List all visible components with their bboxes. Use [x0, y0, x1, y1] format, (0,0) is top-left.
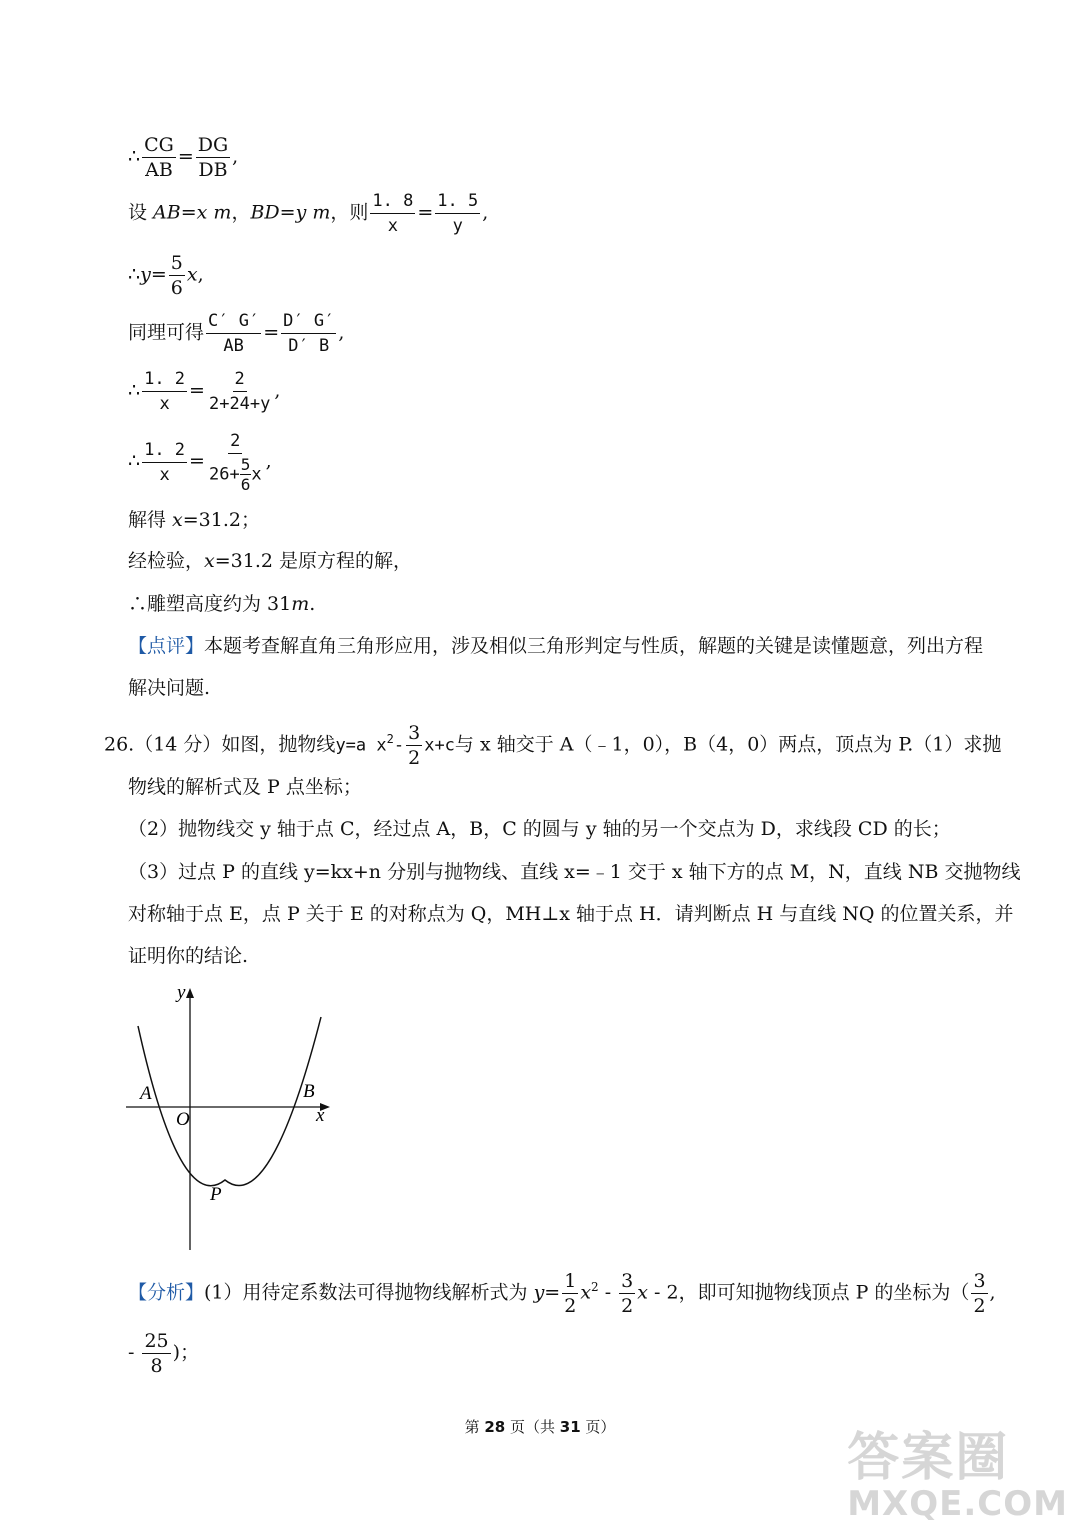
watermark-logo: 答案圈 MXQE.COM — [847, 1428, 1068, 1524]
page-total: 31 — [559, 1418, 581, 1436]
analysis-line-2: - $\frac{25}{8}$ )； — [128, 1330, 200, 1377]
fraction-2-over-nested: 2 26+ $\frac{5}{6}$ x — [208, 431, 262, 494]
y-axis-arrow — [186, 988, 194, 998]
point-a-label: A — [140, 1083, 152, 1104]
y-axis-label: y — [177, 982, 186, 1003]
origin-label: O — [176, 1109, 190, 1130]
point-b-label: B — [303, 1081, 315, 1102]
page-footer: 第 28 页（共 31 页） — [464, 1418, 616, 1436]
fraction-3-2-analysis: $\frac{3}{2}$ — [621, 1270, 634, 1317]
question-26-line-2: 物线的解析式及 P 点坐标； — [128, 776, 362, 798]
analysis-tag: 【分析】 — [128, 1281, 205, 1304]
fraction-2-over-sum: $\frac{2}{2+24+y}$ — [208, 369, 271, 414]
line-solve: 解得 x=31.2； — [128, 509, 260, 531]
line-check: 经检验，x=31.2 是原方程的解， — [128, 550, 412, 572]
comment-line-2: 解决问题. — [128, 677, 211, 699]
fraction-dg-prime-db: $\frac{D' G'}{D' B}$ — [283, 311, 335, 356]
therefore-symbol: ∴ — [128, 145, 141, 168]
question-26-part-3b: 对称轴于点 E，点 P 关于 E 的对称点为 Q，MH⊥x 轴于点 H．请判断点 H 与直线 NQ 的位置关系，并 — [128, 903, 1014, 925]
line-cg-ab: ∴ $\frac{CG}{AB}$ = $\frac{DG}{DB}$ , — [128, 134, 239, 181]
fraction-1-2-x: $\frac{1. 2}{x}$ — [144, 369, 186, 414]
line-similarly: 同理可得 $\frac{C' G'}{AB}$ = $\frac{D' G'}{D' B}$ , — [128, 311, 345, 356]
fraction-1-8-x: $\frac{1. 8}{x}$ — [372, 191, 414, 236]
line-ratio-2: ∴ $\frac{1. 2}{x}$ = 2 26+ $\frac{5}{6}$ x , — [128, 431, 272, 494]
line-ratio-1: ∴ $\frac{1. 2}{x}$ = $\frac{2}{2+24+y}$ , — [128, 369, 281, 414]
fraction-3-2-vertex: $\frac{3}{2}$ — [973, 1270, 986, 1317]
fraction-25-8: $\frac{25}{8}$ — [144, 1330, 169, 1377]
question-26-part-2: （2）抛物线交 y 轴于点 C，经过点 A，B，C 的圆与 y 轴的另一个交点为 D，求线段 CD 的长； — [128, 818, 951, 840]
comment-tag: 【点评】 — [128, 635, 205, 657]
line-y-equals: ∴y= $\frac{5}{6}$ x, — [128, 252, 204, 299]
fraction-3-2: $\frac{3}{2}$ — [408, 722, 421, 769]
fraction-cg-ab: $\frac{CG}{AB}$ — [144, 134, 174, 181]
question-26-part-3c: 证明你的结论. — [128, 945, 249, 967]
vertex-p-label: P — [210, 1184, 222, 1205]
comment-line-1: 【点评】本题考查解直角三角形应用，涉及相似三角形判定与性质，解题的关键是读懂题意，列出方程 — [128, 635, 984, 657]
page-number: 28 — [484, 1418, 506, 1436]
fraction-5-6: $\frac{5}{6}$ — [170, 252, 183, 299]
x-axis-label: x — [316, 1105, 325, 1126]
fraction-1-2-x-b: $\frac{1. 2}{x}$ — [144, 439, 186, 485]
question-26-line-1: 26.（14 分）如图，抛物线y=a $x^2-$ $\frac{3}{2}$ x+c与 x 轴交于 A（﹣1，0），B（4，0）两点，顶点为 P.（1）求抛 — [104, 722, 1002, 769]
fraction-cg-prime-ab: $\frac{C' G'}{AB}$ — [208, 311, 260, 356]
parabola-curve — [138, 1017, 321, 1186]
question-26-part-3a: （3）过点 P 的直线 y=kx+n 分别与抛物线、直线 x=﹣1 交于 x 轴下方的点 M，N，直线 NB 交抛物线 — [128, 861, 1021, 883]
fraction-1-5-y: $\frac{1. 5}{y}$ — [437, 191, 479, 236]
nested-fraction-5-6: $\frac{5}{6}$ — [240, 455, 251, 494]
fraction-dg-db: $\frac{DG}{DB}$ — [197, 134, 229, 181]
parabola-figure — [120, 980, 340, 1255]
analysis-line-1: 【分析】(1）用待定系数法可得抛物线解析式为 y= $\frac{1}{2}$ $x^2$ - $\frac{3}{2}$ x - 2，即可知抛物线顶点 P 的坐标为（ $\frac{3}{2}$ , — [128, 1270, 996, 1317]
line-conclusion: ∴雕塑高度约为 31m. — [128, 593, 316, 615]
fraction-1-2: $\frac{1}{2}$ — [564, 1270, 577, 1317]
line-set-ab-bd: 设 AB=x m，BD=y m，则 $\frac{1. 8}{x}$ = $\frac{1. 5}{y}$ , — [128, 191, 489, 236]
